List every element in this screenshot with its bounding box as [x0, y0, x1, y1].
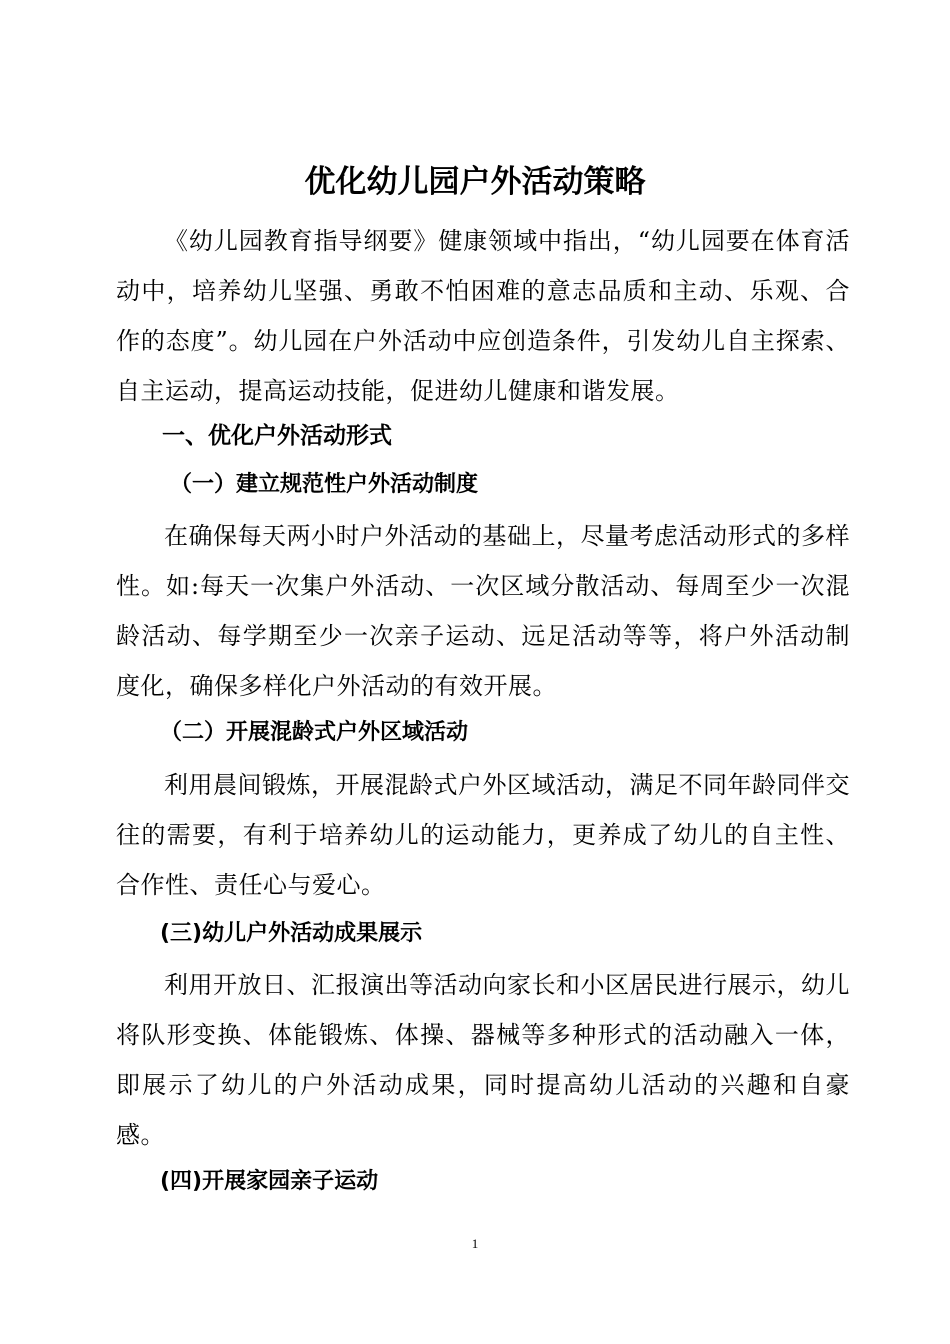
intro-paragraph: 《幼儿园教育指导纲要》健康领域中指出，“幼儿园要在体育活动中，培养幼儿坚强、勇敢不怕困难的意志品质和主动、乐观、合作的态度”。幼儿园在户外活动中应创造条件，引发幼儿自主探索、自主运动，提高运动技能，促进幼儿健康和谐发展。	[116, 227, 850, 405]
section-heading-1: 一、优化户外活动形式	[162, 423, 392, 449]
subsection-heading-4: (四)开展家园亲子运动	[160, 1169, 379, 1194]
subsection-paragraph-3: 利用开放日、汇报演出等活动向家长和小区居民进行展示，幼儿将队形变换、体能锻炼、体操、器械等多种形式的活动融入一体，即展示了幼儿的户外活动成果，同时提高幼儿活动的兴趣和自豪感。	[116, 971, 850, 1149]
page-number: 1	[471, 1236, 479, 1251]
subsection-paragraph-2: 利用晨间锻炼，开展混龄式户外区域活动，满足不同年龄同伴交往的需要，有利于培养幼儿的运动能力，更养成了幼儿的自主性、合作性、责任心与爱心。	[116, 771, 850, 899]
subsection-paragraph-1: 在确保每天两小时户外活动的基础上，尽量考虑活动形式的多样性。如:每天一次集户外活动、一次区域分散活动、每周至少一次混龄活动、每学期至少一次亲子运动、远足活动等等，将户外活动制度化，确保多样化户外活动的有效开展。	[116, 522, 850, 700]
subsection-heading-3: (三)幼儿户外活动成果展示	[160, 921, 423, 946]
subsection-heading-2: （二）开展混龄式户外区域活动	[160, 720, 469, 745]
page-title: 优化幼儿园户外活动策略	[304, 163, 646, 200]
subsection-heading-1: （一）建立规范性户外活动制度	[170, 472, 479, 497]
